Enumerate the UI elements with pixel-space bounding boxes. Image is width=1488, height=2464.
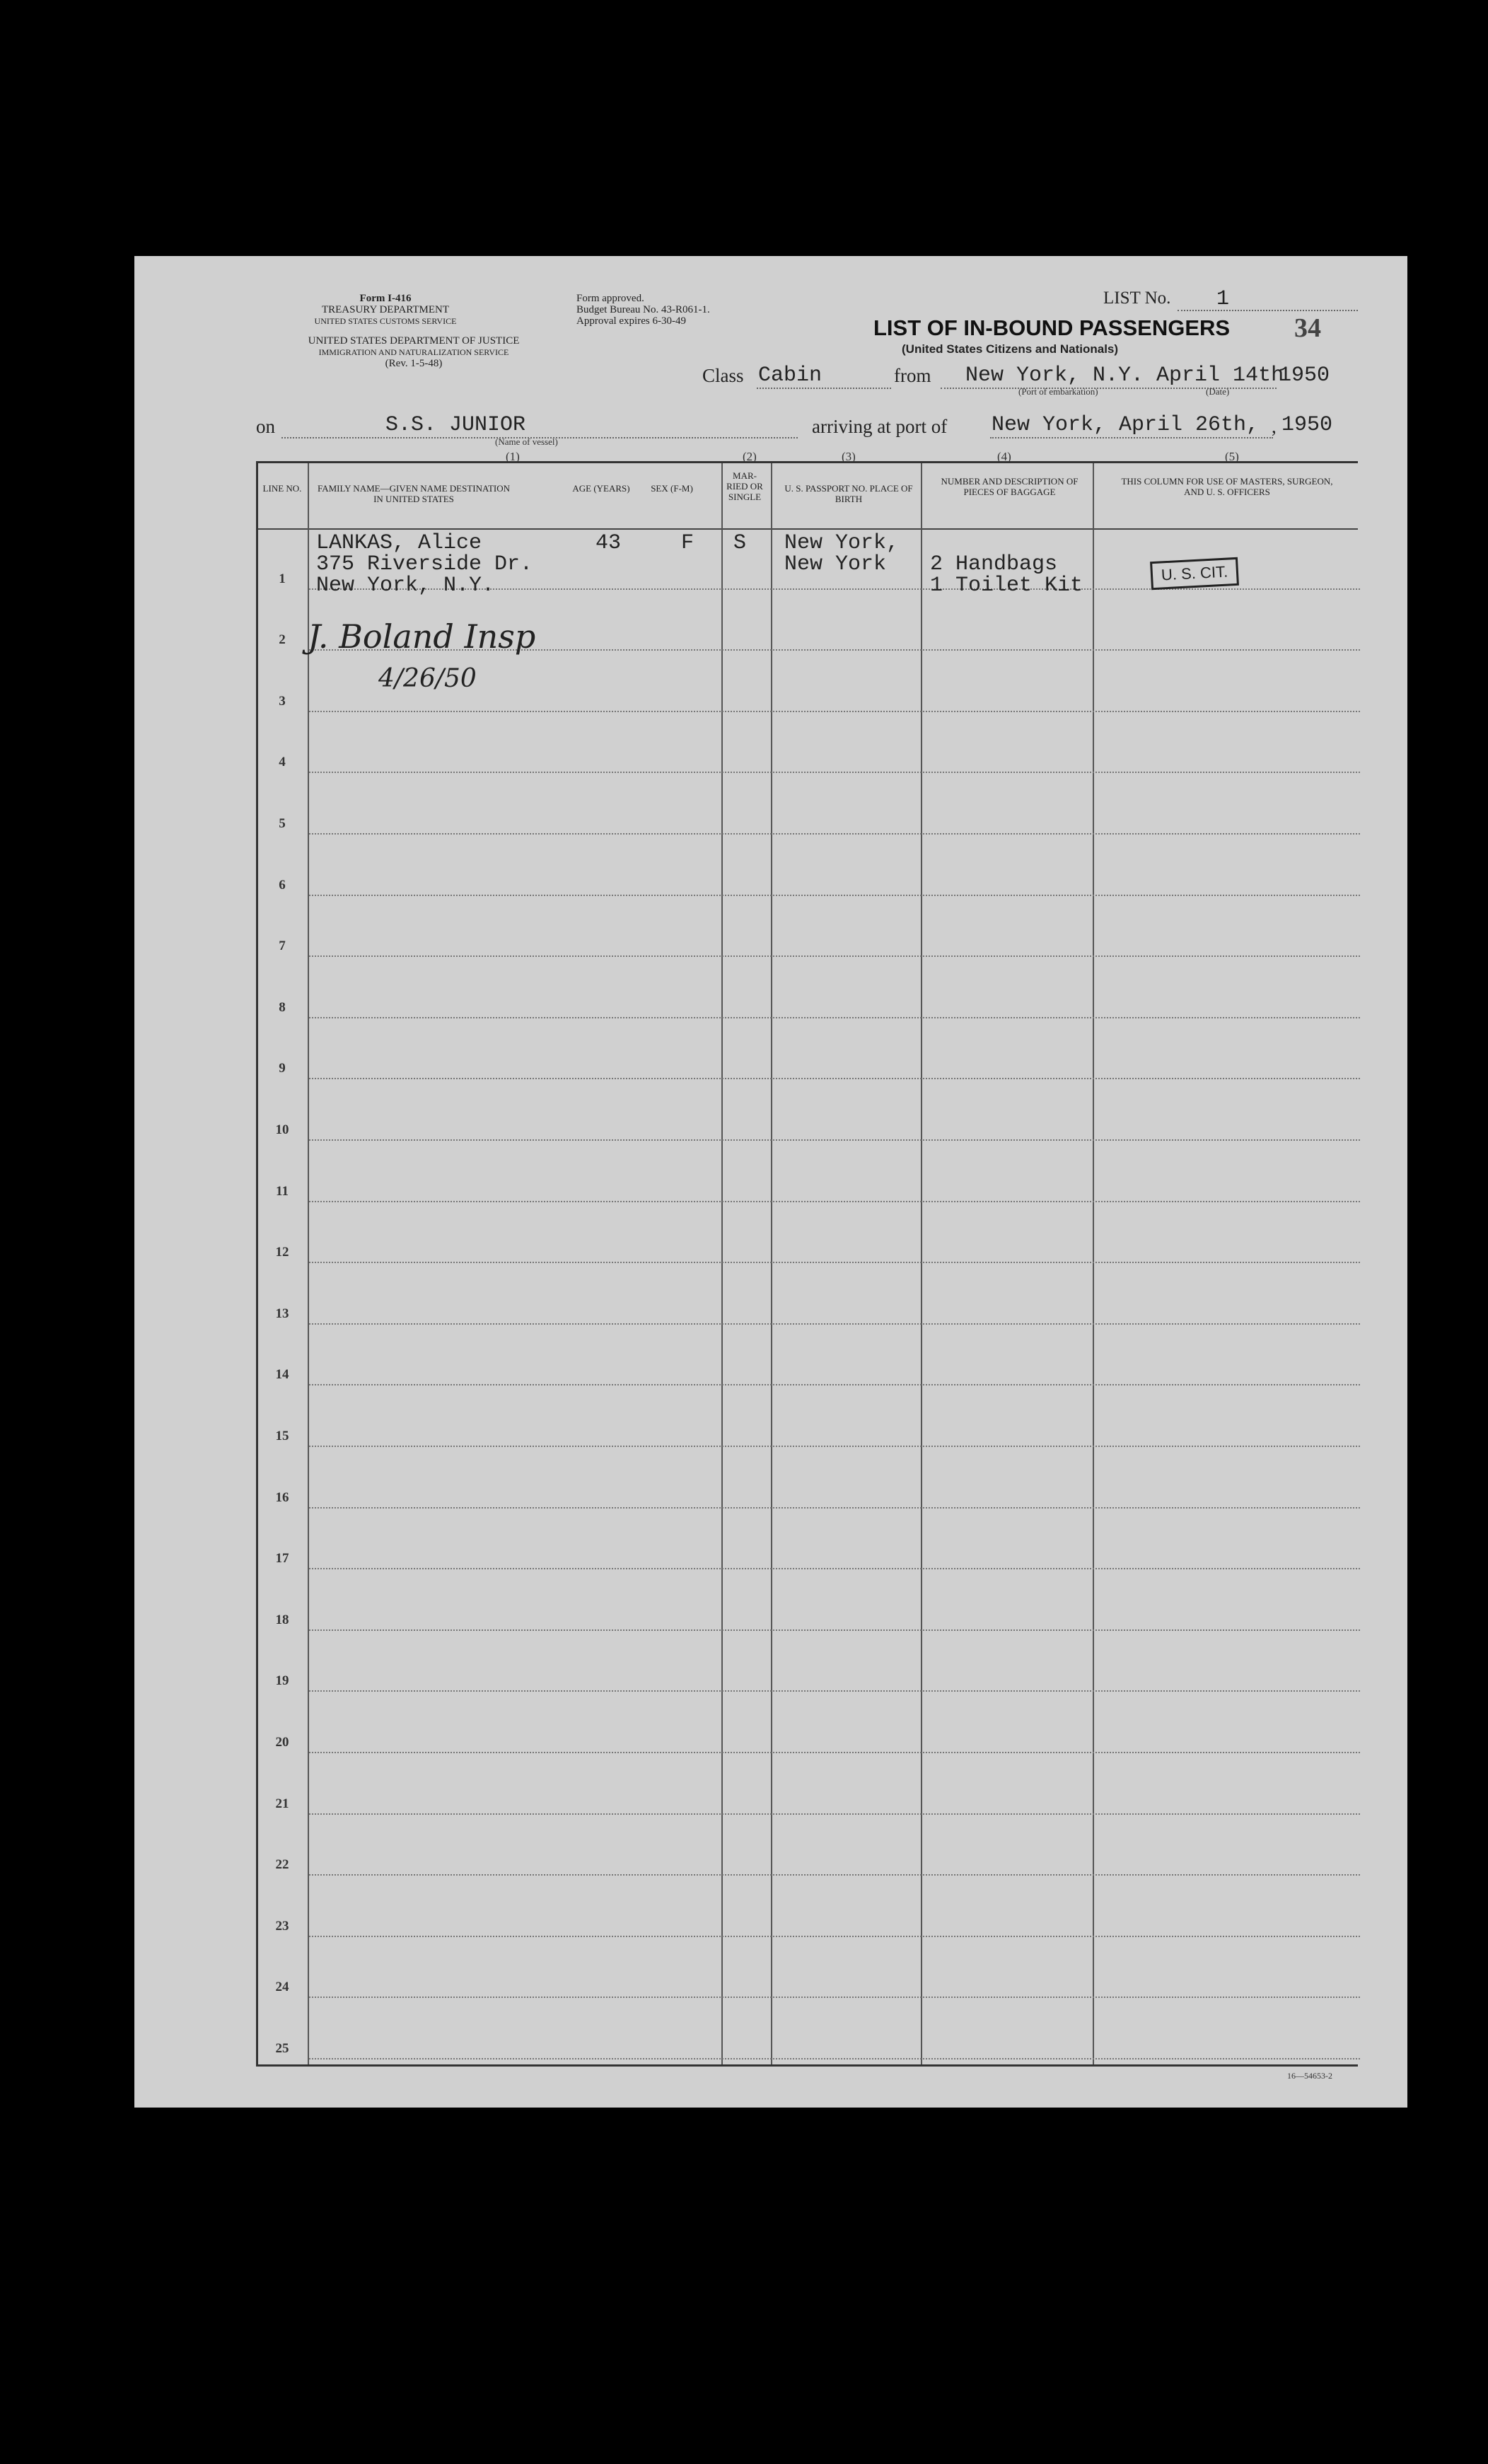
passenger-birth-1: New York,	[784, 531, 900, 555]
class-label: Class	[702, 365, 744, 386]
row-line	[309, 1078, 1360, 1079]
row-line	[309, 895, 1360, 896]
class-line	[757, 388, 891, 389]
row-number: 23	[275, 1918, 289, 1934]
year-arrival: 1950	[1281, 413, 1333, 437]
col-number-4: (4)	[997, 450, 1011, 463]
row-line	[309, 1813, 1360, 1815]
row-number: 4	[279, 755, 286, 770]
row-number: 2	[279, 632, 286, 648]
row-line	[309, 833, 1360, 835]
passenger-birth-2: New York	[784, 552, 887, 576]
row-line	[309, 1568, 1360, 1569]
list-no-value: 1	[1216, 287, 1230, 311]
form-code: 16—54653-2	[1287, 2071, 1332, 2081]
row-number: 14	[275, 1367, 289, 1383]
row-line	[309, 1690, 1360, 1692]
list-no-label: LIST No.	[1103, 289, 1171, 308]
row-number: 8	[279, 999, 286, 1015]
from-value: New York, N.Y. April 14th	[965, 364, 1284, 388]
row-line	[309, 772, 1360, 773]
inspector-signature: J. Boland Insp	[308, 617, 536, 656]
row-line	[309, 1262, 1360, 1263]
row-number: 12	[275, 1245, 289, 1260]
col-married: MAR-RIED OR SINGLE	[726, 470, 763, 502]
year-from: 1950	[1279, 364, 1330, 388]
row-number: 22	[275, 1857, 289, 1873]
row-number: 24	[275, 1980, 289, 1995]
col-number-5: (5)	[1225, 450, 1239, 463]
row-line	[309, 1384, 1360, 1385]
col-age: AGE (YEARS)	[572, 483, 630, 494]
row-line	[309, 1017, 1360, 1018]
row-number: 6	[279, 877, 286, 893]
row-number: 1	[279, 571, 286, 586]
row-line	[309, 2058, 1360, 2059]
row-line	[309, 1323, 1360, 1325]
row-number: 15	[275, 1429, 289, 1443]
col-line-no: LINE NO.	[262, 483, 302, 494]
justice-dept: UNITED STATES DEPARTMENT OF JUSTICE	[308, 335, 520, 347]
document-title: LIST OF IN-BOUND PASSENGERS	[873, 315, 1231, 340]
date-caption: (Date)	[1206, 386, 1230, 397]
col-baggage: NUMBER AND DESCRIPTION OF PIECES OF BAGGAGE	[941, 476, 1079, 497]
class-value: Cabin	[758, 364, 823, 388]
row-number: 11	[276, 1183, 289, 1199]
row-line	[309, 1997, 1360, 1998]
row-line	[309, 711, 1360, 712]
col-divider	[921, 463, 922, 2064]
page-number: 34	[1294, 313, 1321, 343]
vessel-caption: (Name of vessel)	[495, 436, 558, 447]
list-no-line	[1178, 310, 1358, 311]
from-label: from	[894, 365, 931, 386]
row-line	[309, 1752, 1360, 1753]
header-rule	[258, 528, 1358, 530]
row-number: 5	[279, 816, 286, 831]
passenger-table	[256, 461, 1358, 2067]
row-line	[309, 955, 1360, 957]
arrival-year-comma: ,	[1272, 416, 1277, 437]
passenger-address-2: New York, N.Y.	[316, 574, 495, 598]
port-caption: (Port of embarkation)	[1018, 386, 1098, 397]
form-number: Form I-416	[359, 293, 412, 304]
row-number: 7	[279, 938, 286, 954]
col-passport: U. S. PASSPORT NO. PLACE OF BIRTH	[784, 483, 913, 504]
col-divider	[308, 463, 309, 2064]
arrival-value: New York, April 26th,	[992, 413, 1260, 437]
row-line	[309, 1201, 1360, 1202]
treasury-dept: TREASURY DEPARTMENT	[321, 304, 450, 315]
passenger-sex: F	[681, 531, 694, 555]
col-number-3: (3)	[842, 450, 856, 463]
passenger-name: LANKAS, Alice	[316, 531, 482, 555]
col-divider	[1093, 463, 1094, 2064]
row-line	[309, 1874, 1360, 1876]
document-subtitle: (United States Citizens and Nationals)	[902, 342, 1119, 356]
passenger-age: 43	[595, 531, 622, 555]
row-number: 21	[275, 1796, 289, 1811]
row-number: 19	[275, 1673, 289, 1689]
row-line	[309, 1936, 1360, 1937]
citizen-stamp: U. S. CIT.	[1150, 557, 1239, 590]
passenger-address-1: 375 Riverside Dr.	[316, 552, 533, 576]
col-number-1: (1)	[506, 450, 520, 463]
row-line	[309, 1507, 1360, 1509]
row-number: 9	[279, 1061, 286, 1076]
col-number-2: (2)	[743, 450, 757, 463]
arriving-label: arriving at port of	[812, 416, 948, 437]
row-number: 18	[275, 1612, 289, 1627]
row-number: 17	[275, 1551, 289, 1567]
row-number: 16	[275, 1489, 289, 1505]
passenger-marital: S	[733, 531, 747, 555]
ins: IMMIGRATION AND NATURALIZATION SERVICE	[318, 347, 509, 357]
col-name: FAMILY NAME—GIVEN NAME DESTINATION IN UNITED STATES	[317, 483, 511, 504]
form-approved: Form approved.	[576, 293, 644, 304]
form-revision: (Rev. 1-5-48)	[385, 358, 443, 369]
on-label: on	[256, 416, 275, 437]
row-line	[309, 1629, 1360, 1631]
row-number: 13	[275, 1306, 289, 1321]
budget-bureau: Budget Bureau No. 43-R061-1.	[576, 304, 710, 315]
row-number: 25	[275, 2041, 289, 2056]
col-divider	[721, 463, 723, 2064]
passenger-baggage-1: 2 Handbags	[930, 552, 1058, 576]
approval-expires: Approval expires 6-30-49	[576, 315, 686, 327]
arrival-line	[990, 437, 1273, 438]
col-divider	[771, 463, 772, 2064]
passenger-baggage-2: 1 Toilet Kit	[930, 574, 1083, 598]
inspection-date: 4/26/50	[378, 664, 477, 693]
customs-service: UNITED STATES CUSTOMS SERVICE	[314, 316, 457, 326]
manifest-page	[134, 256, 1407, 2108]
vessel-name: S.S. JUNIOR	[385, 413, 526, 437]
row-number: 20	[275, 1735, 289, 1750]
row-number: 3	[279, 693, 286, 709]
row-number: 10	[275, 1122, 289, 1137]
row-line	[309, 1139, 1360, 1141]
col-officers: THIS COLUMN FOR USE OF MASTERS, SURGEON, AND U. S. OFFICERS	[1121, 476, 1333, 497]
col-sex: SEX (F-M)	[651, 483, 693, 494]
row-line	[309, 1446, 1360, 1447]
